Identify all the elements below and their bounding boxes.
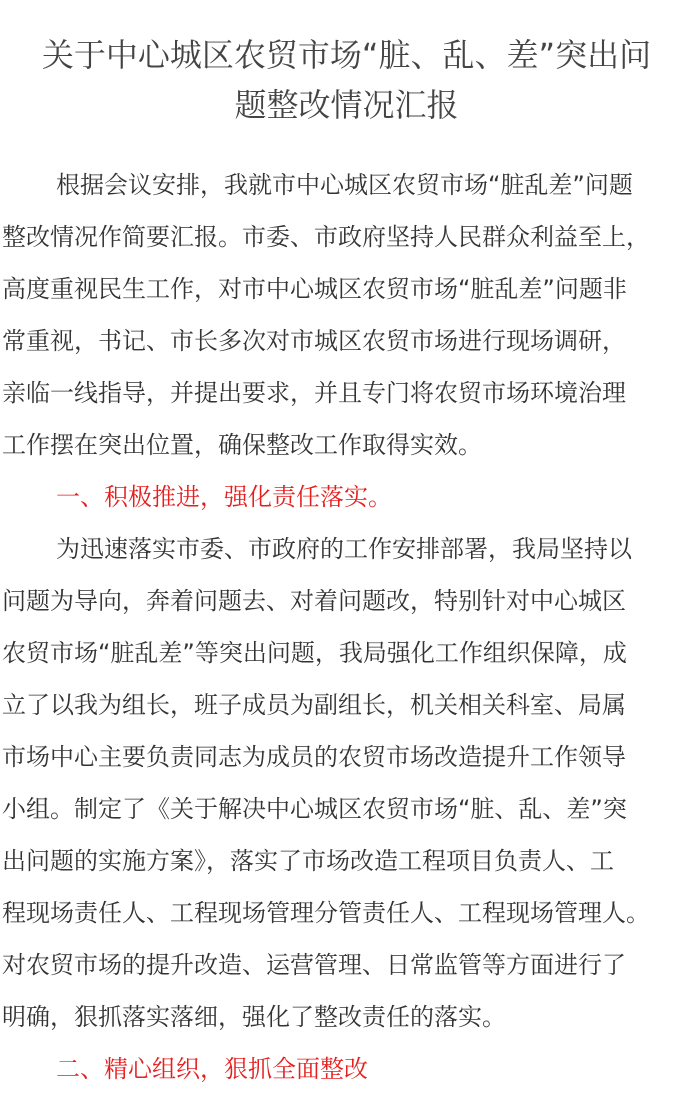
paragraph-2-line-1: 为迅速落实市委、市政府的工作安排部署，我局坚持以 <box>56 535 632 563</box>
paragraph-2-line-9: 对农贸市场的提升改造、运营管理、日常监管等方面进行了 <box>2 951 626 979</box>
paragraph-2-line-4: 立了以我为组长，班子成员为副组长，机关相关科室、局属 <box>2 691 626 719</box>
paragraph-1-line-2: 整改情况作简要汇报。市委、市政府坚持人民群众利益至上， <box>2 223 650 251</box>
paragraph-2-line-7: 出问题的实施方案》，落实了市场改造工程项目负责人、工 <box>2 847 614 875</box>
paragraph-1-line-3: 高度重视民生工作，对市中心城区农贸市场“脏乱差”问题非 <box>2 275 627 303</box>
section-heading-1: 一、积极推进，强化责任落实。 <box>56 483 392 511</box>
section-heading-2: 二、精心组织，狠抓全面整改 <box>56 1055 368 1083</box>
document-title <box>0 0 693 130</box>
paragraph-2-line-10: 明确，狠抓落实落细，强化了整改责任的落实。 <box>2 1003 506 1031</box>
paragraph-1-line-5: 亲临一线指导，并提出要求，并且专门将农贸市场环境治理 <box>2 379 626 407</box>
title-line-2: 题整改情况汇报 <box>234 86 459 124</box>
paragraph-1-line-6: 工作摆在突出位置，确保整改工作取得实效。 <box>2 431 482 459</box>
document-body <box>2 159 693 1095</box>
title-line-1: 关于中心城区农贸市场“脏、乱、差”突出问 <box>41 36 652 74</box>
paragraph-2-line-8: 程现场责任人、工程现场管理分管责任人、工程现场管理人。 <box>2 899 650 927</box>
paragraph-1-line-1: 根据会议安排，我就市中心城区农贸市场“脏乱差”问题 <box>56 171 633 199</box>
paragraph-2-line-6: 小组。制定了《关于解决中心城区农贸市场“脏、乱、差”突 <box>2 795 627 823</box>
paragraph-1-line-4: 常重视，书记、市长多次对市城区农贸市场进行现场调研， <box>2 327 626 355</box>
paragraph-2-line-5: 市场中心主要负责同志为成员的农贸市场改造提升工作领导 <box>2 743 626 771</box>
paragraph-2-line-3: 农贸市场“脏乱差”等突出问题，我局强化工作组织保障，成 <box>2 639 627 667</box>
paragraph-2-line-2: 问题为导向，奔着问题去、对着问题改，特别针对中心城区 <box>2 587 626 615</box>
